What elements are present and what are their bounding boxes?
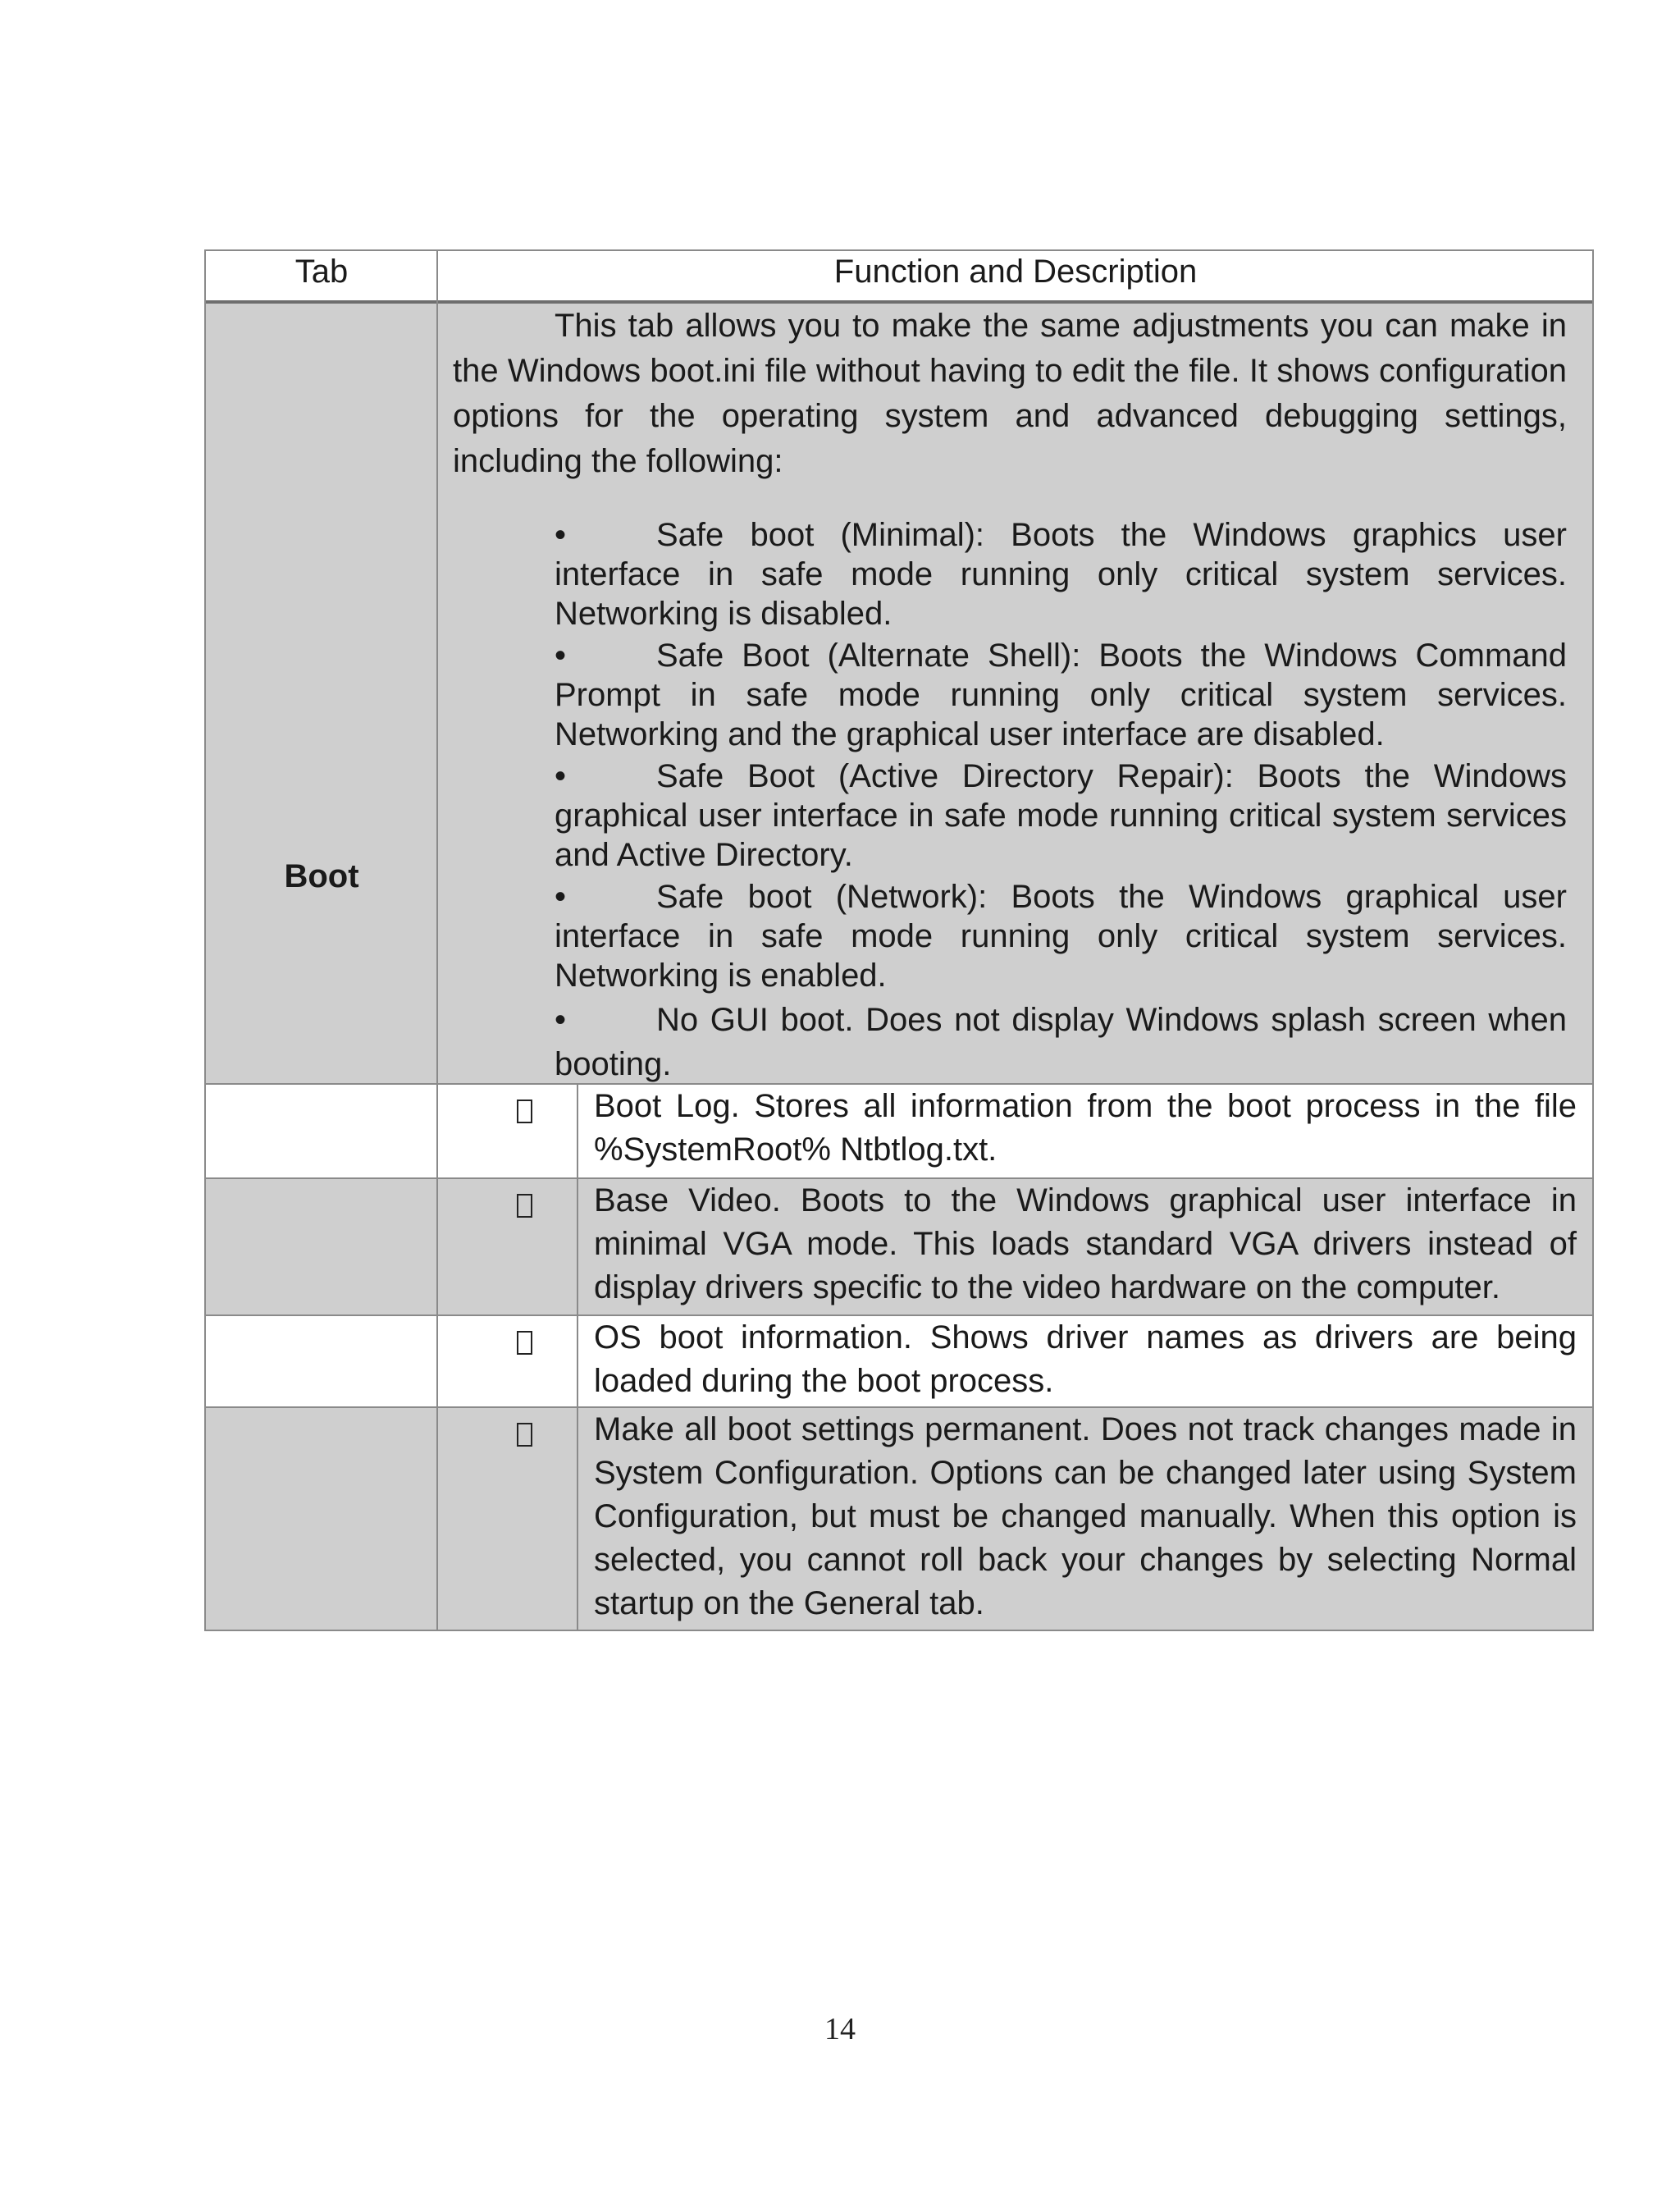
bullet-icon: •: [555, 517, 567, 553]
option-text-os-boot-info: OS boot information. Shows driver names as drivers are being loaded during the boot process.: [594, 1319, 1577, 1399]
table-border: [205, 1177, 1594, 1179]
page-number: 14: [824, 2012, 856, 2046]
table-border: [204, 249, 206, 1631]
bullet-icon: •: [555, 758, 567, 794]
table-border: [205, 1630, 1594, 1631]
list-item: • Safe Boot (Active Directory Repair): Boots the Windows graphical user interface in safe mode running critical system services and Active Directory.: [555, 758, 1567, 873]
option-text-base-video: Base Video. Boots to the Windows graphical user interface in minimal VGA mode. This loads standard VGA drivers instead of display drivers specific to the video hardware on the computer.: [594, 1182, 1577, 1305]
boot-tab-label: Boot: [284, 858, 359, 894]
list-item: • No GUI boot. Does not display Windows splash screen when booting.: [555, 998, 1567, 1086]
table-border: [436, 249, 438, 1631]
boot-intro-text: This tab allows you to make the same adjustments you can make in the Windows boot.ini file without having to edit the file. It shows configuration options for the operating system and advanced debugging settings, including the following:: [453, 308, 1567, 479]
bullet-icon: •: [555, 638, 567, 674]
header-underline: [205, 300, 1594, 304]
option-text-boot-log: Boot Log. Stores all information from the boot process in the file %SystemRoot% Ntbtlog.txt.: [594, 1088, 1577, 1168]
checkbox-icon: [517, 1331, 532, 1355]
checkbox-icon: [517, 1100, 532, 1123]
bullet-icon: •: [555, 879, 567, 915]
list-item: • Safe boot (Network): Boots the Windows graphical user interface in safe mode running only critical system services. Networking is enabled.: [555, 879, 1567, 994]
table-border: [205, 249, 1594, 251]
header-tab: Tab: [294, 254, 349, 290]
table-border: [577, 1083, 578, 1631]
table-border: [205, 1406, 1594, 1408]
header-function: Function and Description: [833, 254, 1198, 290]
boot-tab-cell: [205, 301, 438, 1084]
option-text-permanent: Make all boot settings permanent. Does not track changes made in System Configuration. Options can be changed later using System Configuration, but must be changed manually. When this option is selected, you cannot roll back your changes by selecting Normal startup on the General tab.: [594, 1411, 1577, 1621]
checkbox-icon: [517, 1423, 532, 1447]
list-item: • Safe Boot (Alternate Shell): Boots the Windows Command Prompt in safe mode running only critical system services. Networking and the graphical user interface are disabled.: [555, 638, 1567, 752]
checkbox-icon: [517, 1194, 532, 1218]
table-border: [205, 1083, 1594, 1085]
list-item: • Safe boot (Minimal): Boots the Windows graphics user interface in safe mode running only critical system services. Networking is disabled.: [555, 517, 1567, 632]
bullet-icon: •: [555, 1002, 567, 1038]
table-border: [1592, 249, 1594, 1631]
table-border: [205, 1314, 1594, 1316]
boot-options-list: [555, 515, 1567, 1089]
